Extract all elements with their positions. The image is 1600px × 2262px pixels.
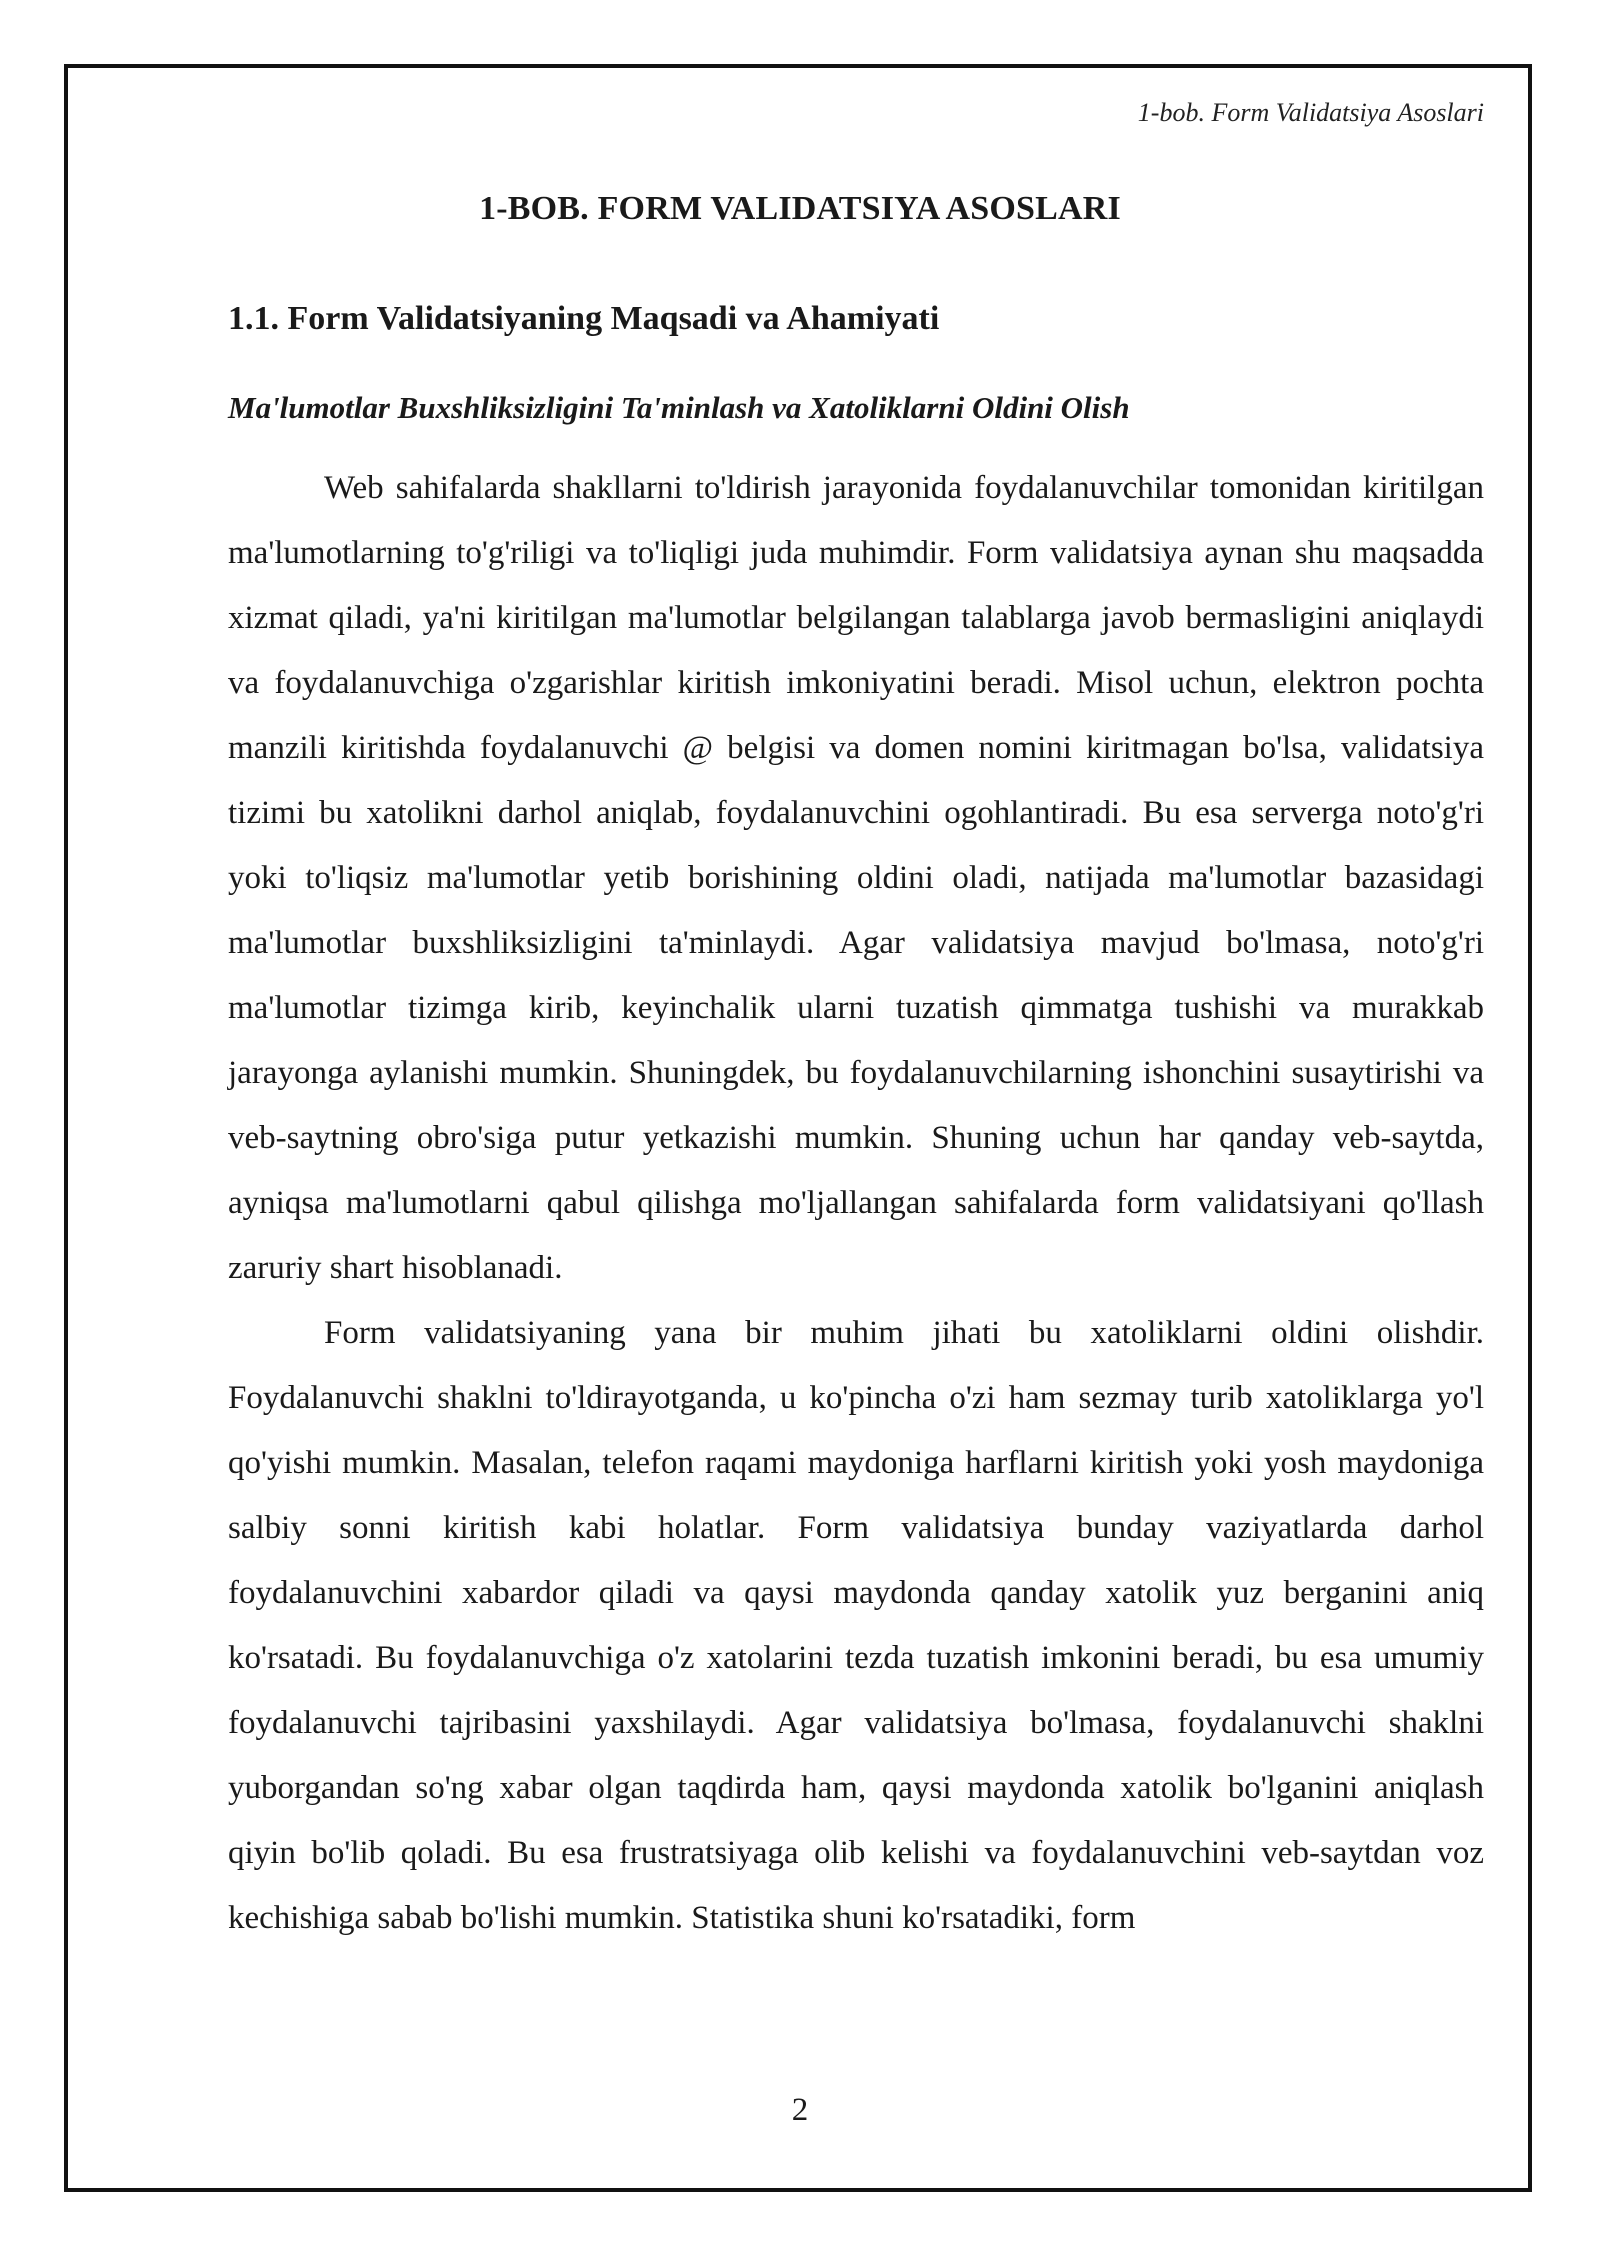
section-title: 1.1. Form Validatsiyaning Maqsadi va Ahamiyati xyxy=(228,300,940,337)
paragraph: Web sahifalarda shakllarni to'ldirish jarayonida foydalanuvchilar tomonidan kiritilgan ma'lumotlarning to'g'riligi va to'liqligi juda muhimdir. Form validatsiya aynan shu maqsadda xizmat qiladi, ya'ni kiritilgan ma'lumotlar belgilangan talablarga javob bermasligini aniqlaydi va foydalanuvchiga o'zgarishlar kiritish imkoniyatini beradi. Misol uchun, elektron pochta manzili kiritishda foydalanuvchi @ belgisi va domen nomini kiritmagan bo'lsa, validatsiya tizimi bu xatolikni darhol aniqlab, foydalanuvchini ogohlantiradi. Bu esa serverga noto'g'ri yoki to'liqsiz ma'lumotlar yetib borishining oldini oladi, natijada ma'lumotlar bazasidagi ma'lumotlar buxshliksizligini ta'minlaydi. Agar validatsiya mavjud bo'lmasa, noto'g'ri ma'lumotlar tizimga kirib, keyinchalik ularni tuzatish qimmatga tushishi va murakkab jarayonga aylanishi mumkin. Shuningdek, bu foydalanuvchilarning ishonchini susaytirishi va veb-saytning obro'siga putur yetkazishi mumkin. Shuning uchun har qanday veb-saytda, ayniqsa ma'lumotlarni qabul qilishga mo'ljallangan sahifalarda form validatsiyani qo'llash zaruriy shart hisoblanadi. xyxy=(228,470,1484,1286)
paragraph: Form validatsiyaning yana bir muhim jihati bu xatoliklarni oldini olishdir. Foydalanuvchi shaklni to'ldirayotganda, u ko'pincha o'zi ham sezmay turib xatoliklarga yo'l qo'yishi mumkin. Masalan, telefon raqami maydoniga harflarni kiritish yoki yosh maydoniga salbiy sonni kiritish kabi holatlar. Form validatsiya bunday vaziyatlarda darhol foydalanuvchini xabardor qiladi va qaysi maydonda qanday xatolik yuz berganini aniq ko'rsatadi. Bu foydalanuvchiga o'z xatolarini tezda tuzatish imkonini beradi, bu esa umumiy foydalanuvchi tajribasini yaxshilaydi. Agar validatsiya bo'lmasa, foydalanuvchi shaklni yuborgandan so'ng xabar olgan taqdirda ham, qaysi maydonda xatolik bo'lganini aniqlash qiyin bo'lib qoladi. Bu esa frustratsiyaga olib kelishi va foydalanuvchini veb-saytdan voz kechishiga sabab bo'lishi mumkin. Statistika shuni ko'rsatadiki, form xyxy=(228,1315,1484,1936)
chapter-title: 1-BOB. FORM VALIDATSIYA ASOSLARI xyxy=(479,190,1121,227)
running-header: 1-bob. Form Validatsiya Asoslari xyxy=(1137,98,1484,127)
subsection-title: Ma'lumotlar Buxshliksizligini Ta'minlash va Xatoliklarni Oldini Olish xyxy=(228,390,1130,425)
page-number: 2 xyxy=(791,2092,809,2128)
body-text xyxy=(228,456,1484,1951)
